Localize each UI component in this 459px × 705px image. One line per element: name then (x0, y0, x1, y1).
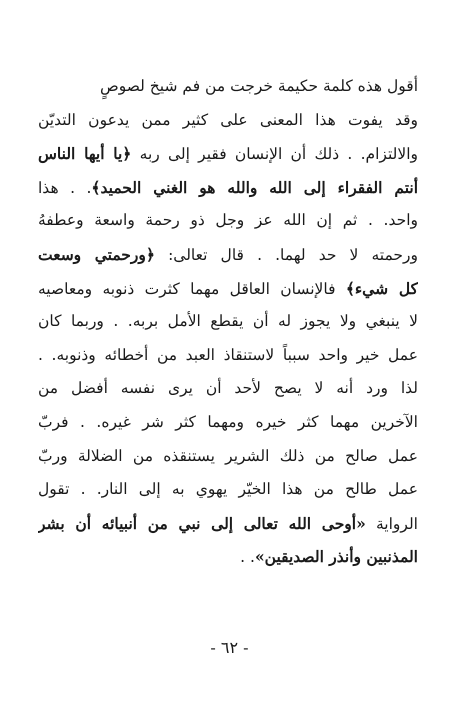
page-body (38, 70, 418, 630)
text-line: والالتزام. . ذلك أن الإنسان فقير إلى ربه ﴿يا أيها الناس (38, 144, 418, 164)
text-line: عمل خير واحد سبباً لاستنقاذ العبد من أخطائه وذنوبه. . (38, 345, 418, 364)
text-line: لا ينبغي ولا يجوز له أن يقطع الأمل بربه. . وربما كان (38, 312, 418, 331)
hadith-quote: «أوحى الله تعالى إلى نبي من أنبيائه أن بشر (38, 513, 366, 533)
text-line: عمل صالح من ذلك الشرير يستنقذه من الضلالة وربّ (38, 446, 418, 465)
text-line: الآخرين مهما كثر خيره ومهما كثر شر غيره. . فربّ (38, 412, 418, 431)
text-line: وقد يفوت هذا المعنى على كثير ممن يدعون التديّن (38, 110, 418, 129)
quran-verse: ﴿يا أيها الناس (38, 144, 132, 164)
text-line: أنتم الفقراء إلى الله والله هو الغني الحميد﴾. . هذا (38, 177, 418, 197)
text-line: ورحمته لا حد لهما. . قال تعالى: ﴿ورحمتي وسعت (38, 244, 418, 264)
quran-verse: كل شيء﴾ (345, 278, 418, 298)
text-line: كل شيء﴾ فالإنسان العاقل مهما كثرت ذنوبه ومعاصيه (38, 278, 418, 298)
text-line: المذنبين وأنذر الصديقين». . (240, 547, 418, 567)
hadith-quote: المذنبين وأنذر الصديقين» (254, 547, 418, 567)
text-line: أقول هذه كلمة حكيمة خرجت من فم شيخ لصوصٍ (99, 77, 418, 95)
text-line: لذا ورد أنه لا يصح لأحد أن يرى نفسه أفضل من (38, 379, 418, 398)
quran-verse: أنتم الفقراء إلى الله والله هو الغني الحميد﴾ (91, 177, 418, 197)
page-number: - ٦٢ - (210, 638, 249, 657)
text-line: واحد. . ثم إن الله عز وجل ذو رحمة واسعة وعطفهُ (38, 211, 418, 230)
text-line: عمل طالح من هذا الخيّر يهوي به إلى النار. . تقول (38, 480, 418, 499)
text-line: الرواية «أوحى الله تعالى إلى نبي من أنبيائه أن بشر (38, 513, 418, 533)
quran-verse: ﴿ورحمتي وسعت (38, 244, 155, 264)
